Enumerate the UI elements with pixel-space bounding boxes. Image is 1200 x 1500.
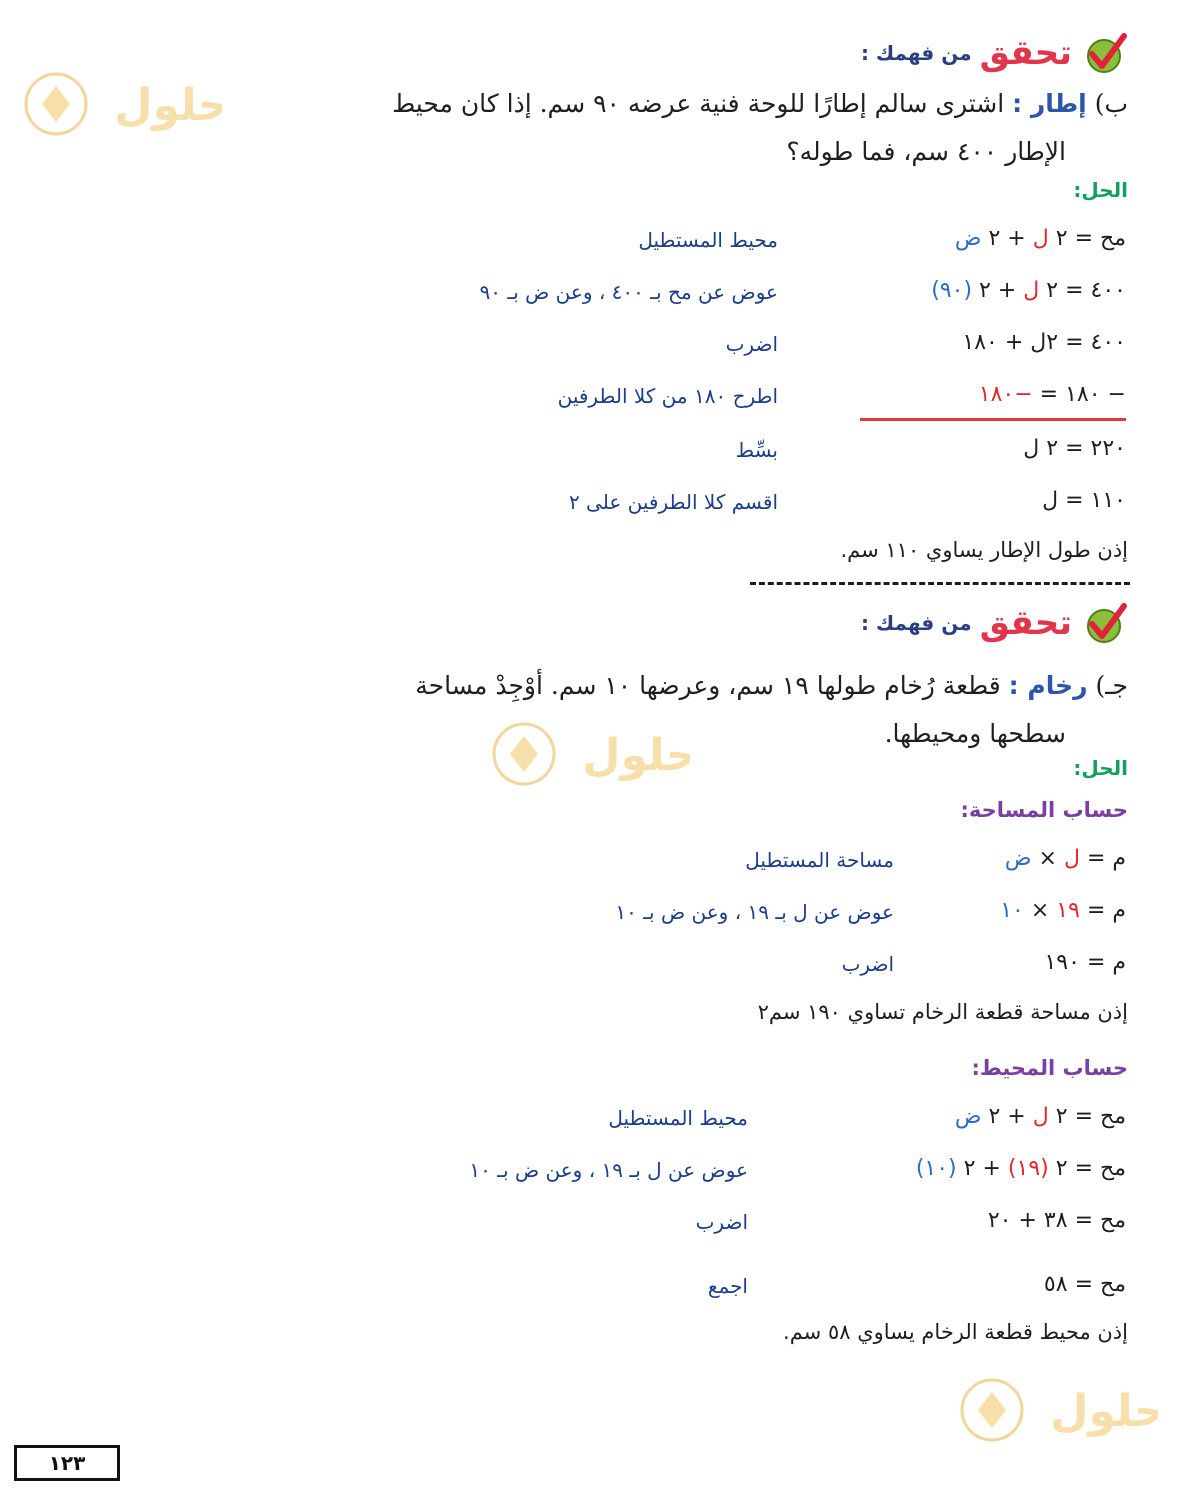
- equation-term: + ٢: [988, 1104, 1026, 1129]
- equation-term: ٣٨ + ٢٠: [987, 1208, 1068, 1233]
- section-divider: [750, 582, 1130, 585]
- solution-label-c: الحل:: [1073, 756, 1128, 780]
- perimeter-step-note: اضرب: [695, 1210, 748, 1234]
- equation-term: (١٩): [1007, 1156, 1049, 1181]
- equals-sign: =: [1074, 1208, 1093, 1233]
- equation-term: ٥٨: [1043, 1272, 1068, 1297]
- watermark-logo-icon: [490, 712, 690, 792]
- area-step-note: مساحة المستطيل: [745, 848, 894, 872]
- equation-term: ل: [1032, 1104, 1049, 1129]
- solution-b-step-equation: [979, 382, 1126, 407]
- area-conclusion: إذن مساحة قطعة الرخام تساوي ١٩٠ سم٢: [757, 1000, 1128, 1024]
- equation-term: ١٠: [1000, 898, 1024, 923]
- equation-term: + ٢: [979, 278, 1017, 303]
- equation-lhs: مح: [1100, 1104, 1126, 1129]
- page-number: ١٢٣: [14, 1445, 120, 1481]
- solution-b-step-note: اطرح ١٨٠ من كلا الطرفين: [557, 384, 778, 408]
- problem-b: [248, 80, 1128, 176]
- equals-sign: =: [1074, 1272, 1093, 1297]
- equation-term: ٢: [1046, 278, 1059, 303]
- solution-b-step-equation: [931, 278, 1126, 303]
- check-badge-icon: [1080, 28, 1130, 78]
- perimeter-step-note: اجمع: [707, 1274, 748, 1298]
- problem-c-text-1: قطعة رُخام طولها ١٩ سم، وعرضها ١٠ سم. أوْجِدْ مساحة: [415, 671, 1001, 700]
- equals-sign: =: [1074, 1104, 1093, 1129]
- area-heading: حساب المساحة:: [960, 798, 1128, 822]
- equation-term: ل: [1032, 226, 1049, 251]
- problem-b-line-1: [248, 80, 1128, 128]
- equation-lhs: م: [1112, 846, 1126, 871]
- problem-c: [268, 662, 1128, 758]
- equation-term: + ٢: [988, 226, 1026, 251]
- problem-b-label: ب): [1094, 89, 1128, 118]
- equation-term: −١٨٠: [978, 382, 1033, 407]
- equation-lhs: مح: [1100, 1156, 1126, 1181]
- problem-b-line-2: الإطار ٤٠٠ سم، فما طوله؟: [786, 137, 1066, 166]
- equation-term: (٩٠): [931, 278, 973, 303]
- watermark-logo-icon: [958, 1368, 1158, 1448]
- solution-b-step-note: اضرب: [725, 332, 778, 356]
- equation-lhs: ٤٠٠: [1090, 330, 1126, 355]
- equation-term: ل: [1042, 488, 1059, 513]
- perimeter-step-equation: [1044, 1272, 1126, 1297]
- equation-term: ٢ ل: [1023, 436, 1059, 461]
- equation-term: ٢ل + ١٨٠: [962, 330, 1059, 355]
- problem-c-label: جـ): [1095, 671, 1128, 700]
- perimeter-step-equation: [955, 1104, 1126, 1129]
- equation-term: ض: [954, 1104, 982, 1129]
- equation-term: ض: [954, 226, 982, 251]
- check-title: تحقق: [979, 603, 1072, 643]
- equation-lhs: مح: [1100, 226, 1126, 251]
- equation-term: ٢: [1055, 1156, 1068, 1181]
- solution-b-conclusion: إذن طول الإطار يساوي ١١٠ سم.: [840, 538, 1128, 562]
- equation-lhs: ٤٠٠: [1090, 278, 1126, 303]
- equals-sign: =: [1065, 488, 1084, 513]
- equals-sign: =: [1074, 1156, 1093, 1181]
- equals-sign: =: [1065, 436, 1084, 461]
- problem-c-line-2: سطحها ومحيطها.: [884, 719, 1066, 748]
- problem-c-keyword: رخام :: [1008, 671, 1088, 700]
- equals-sign: =: [1039, 382, 1059, 407]
- area-step-equation: [1000, 898, 1126, 923]
- perimeter-step-equation: [916, 1156, 1126, 1181]
- area-step-equation: [1005, 846, 1126, 871]
- equals-sign: =: [1074, 226, 1093, 251]
- subtraction-rule: [860, 418, 1126, 421]
- watermark-text: حلول: [1050, 1386, 1158, 1437]
- watermark-logo: [490, 712, 690, 792]
- equation-term: ل: [1023, 278, 1040, 303]
- equation-lhs: ٢٢٠: [1090, 436, 1126, 461]
- equation-term: ١٩: [1056, 898, 1080, 923]
- solution-label-b: الحل:: [1073, 178, 1128, 202]
- equation-term: + ٢: [963, 1156, 1001, 1181]
- solution-b-step-equation: [955, 226, 1126, 251]
- equals-sign: =: [1086, 950, 1106, 975]
- check-badge-icon: [1080, 598, 1130, 648]
- equation-term: ×: [1030, 898, 1050, 923]
- check-subtitle: من فهمك :: [860, 611, 972, 635]
- check-title: تحقق: [979, 33, 1072, 73]
- problem-c-line-1: [268, 662, 1128, 710]
- equation-term: ل: [1063, 846, 1080, 871]
- equation-lhs: − ١٨٠: [1065, 382, 1126, 407]
- solution-b-step-equation: [1042, 488, 1126, 513]
- equation-term: ٢: [1055, 226, 1068, 251]
- equals-sign: =: [1065, 330, 1084, 355]
- watermark-logo: [22, 62, 222, 142]
- equation-lhs: م: [1112, 950, 1126, 975]
- solution-b-step-note: بسِّط: [735, 438, 778, 462]
- equation-term: ٢: [1055, 1104, 1068, 1129]
- solution-b-step-equation: [962, 330, 1126, 355]
- problem-b-keyword: إطار :: [1012, 89, 1087, 118]
- equation-term: ض: [1004, 846, 1032, 871]
- perimeter-step-note: محيط المستطيل: [608, 1106, 748, 1130]
- equation-lhs: م: [1112, 898, 1126, 923]
- area-step-note: عوض عن ل بـ ١٩ ، وعن ض بـ ١٠: [615, 900, 894, 924]
- equals-sign: =: [1086, 846, 1106, 871]
- equation-lhs: ١١٠: [1090, 488, 1126, 513]
- watermark-logo-icon: [22, 62, 222, 142]
- area-step-equation: [1044, 950, 1126, 975]
- equals-sign: =: [1086, 898, 1106, 923]
- equation-term: ×: [1038, 846, 1057, 871]
- solution-b-step-note: اقسم كلا الطرفين على ٢: [568, 490, 778, 514]
- solution-b-step-note: محيط المستطيل: [638, 228, 778, 252]
- watermark-logo: [958, 1368, 1158, 1448]
- equation-lhs: مح: [1100, 1272, 1126, 1297]
- watermark-text: حلول: [582, 730, 690, 781]
- equals-sign: =: [1065, 278, 1084, 303]
- solution-b-step-note: عوض عن مح بـ ٤٠٠ ، وعن ض بـ ٩٠: [479, 280, 778, 304]
- equation-term: ١٩٠: [1044, 950, 1080, 975]
- problem-b-text-1: اشترى سالم إطارًا للوحة فنية عرضه ٩٠ سم. إذا كان محيط: [392, 89, 1005, 118]
- area-step-note: اضرب: [841, 952, 894, 976]
- solution-b-step-equation: [1023, 436, 1126, 461]
- equation-lhs: مح: [1100, 1208, 1126, 1233]
- check-understanding-header-2: [861, 598, 1130, 648]
- check-understanding-header-1: [861, 28, 1130, 78]
- check-subtitle: من فهمك :: [860, 41, 972, 65]
- perimeter-step-note: عوض عن ل بـ ١٩ ، وعن ض بـ ١٠: [469, 1158, 748, 1182]
- perimeter-heading: حساب المحيط:: [971, 1056, 1128, 1080]
- perimeter-step-equation: [988, 1208, 1126, 1233]
- perimeter-conclusion: إذن محيط قطعة الرخام يساوي ٥٨ سم.: [783, 1320, 1128, 1344]
- watermark-text: حلول: [114, 80, 222, 131]
- equation-term: (١٠): [915, 1156, 957, 1181]
